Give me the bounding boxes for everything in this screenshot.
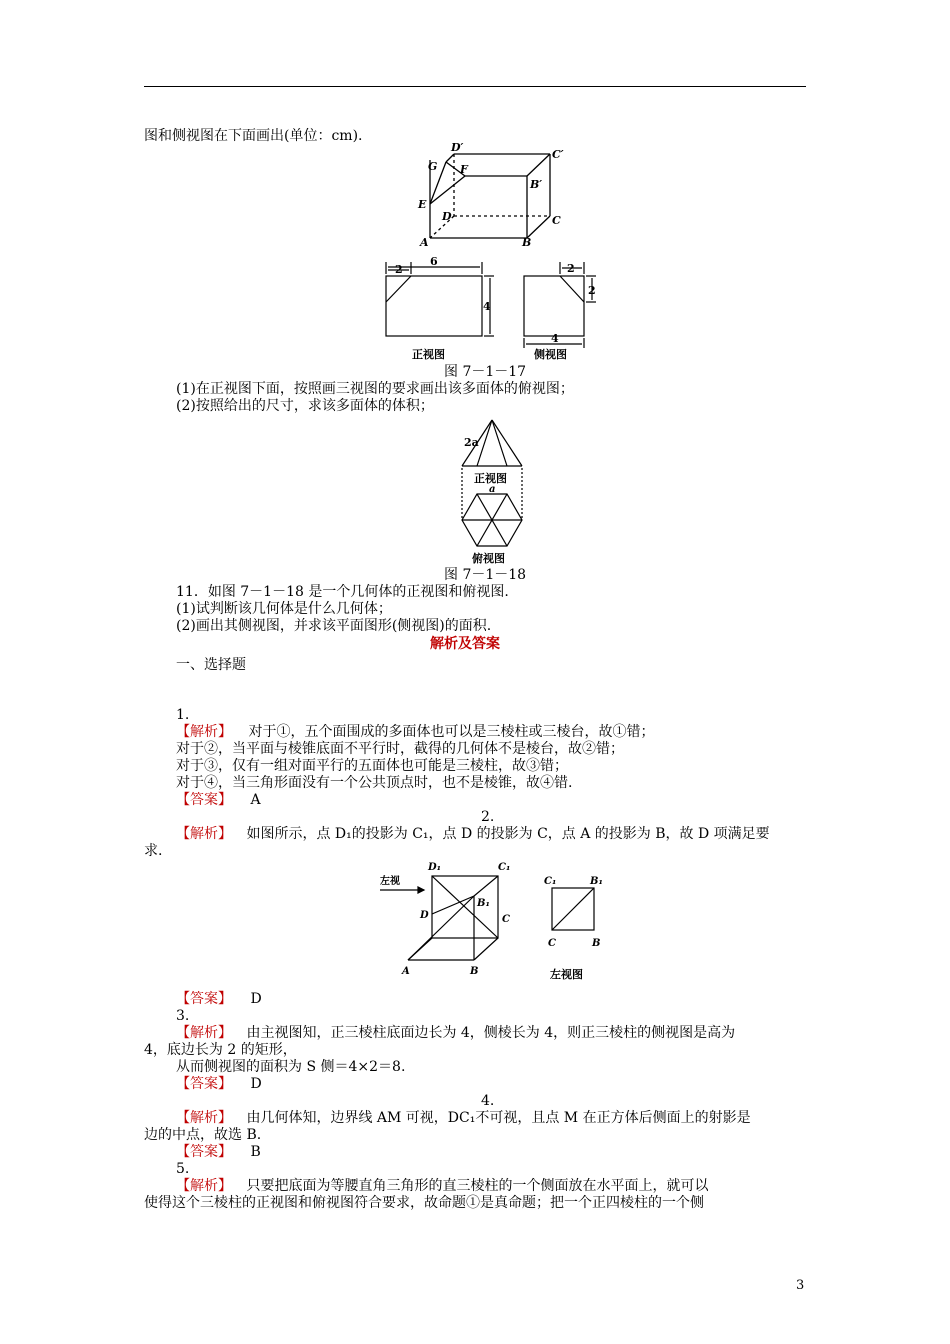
page-number: 3 (796, 1278, 805, 1293)
pyramid-figure (452, 416, 542, 566)
cube-projection-figure (374, 856, 644, 986)
a3-line1: 【解析】 由主视图知，正三棱柱底面边长为 4，侧棱长为 4，则正三棱柱的侧视图是高为 (176, 1025, 736, 1041)
a5-line1: 【解析】 只要把底面为等腰直角三角形的直三棱柱的一个侧面放在水平面上，就可以 (176, 1178, 709, 1194)
q11-part2: (2)画出其侧视图，并求该平面图形(侧视图)的面积. (176, 618, 492, 634)
label-Dp: D′ (451, 141, 464, 154)
front-caption: 正视图 (412, 348, 445, 361)
q10-part2: (2)按照给出的尺寸，求该多面体的体积； (176, 398, 434, 414)
label-D: D (442, 210, 452, 223)
label-C: C (552, 214, 561, 227)
label-G: G (428, 160, 438, 173)
dim-6: 6 (430, 255, 438, 268)
a5-num: 5. (176, 1161, 190, 1177)
a4-num: 4. (481, 1093, 495, 1109)
a1-line2: 对于②，当平面与棱锥底面不平行时，截得的几何体不是棱台，故②错； (176, 741, 624, 757)
a3-num: 3. (176, 1008, 190, 1024)
a5-line2: 使得这个三棱柱的正视图和俯视图符合要求，故命题①是真命题；把一个正四棱柱的一个侧 (144, 1195, 704, 1211)
fig-right-B1: B₁ (590, 876, 603, 887)
fig17-caption: 图 7－1－17 (444, 364, 527, 380)
section-title: 解析及答案 (430, 636, 500, 652)
a2-answer: 【答案】 D (176, 991, 262, 1007)
fig-B: B (470, 966, 479, 977)
side-dim-2b: 2 (588, 284, 596, 297)
a1-line1: 【解析】 对于①，五个面围成的多面体也可以是三棱柱或三棱台，故①错； (176, 724, 655, 740)
fig18-caption: 图 7－1－18 (444, 567, 527, 583)
label-A: A (420, 236, 429, 249)
a1-answer: 【答案】 A (176, 792, 261, 808)
fig-right-B: B (592, 938, 601, 949)
front-view-figure (378, 254, 498, 362)
intro-line: 图和侧视图在下面画出(单位：cm). (144, 128, 363, 144)
q10-part1: (1)在正视图下面，按照画三视图的要求画出该多面体的俯视图； (176, 381, 574, 397)
a3-line3: 从而侧视图的面积为 S 侧＝4×2＝8. (176, 1059, 406, 1075)
side-caption: 侧视图 (534, 348, 567, 361)
a1-line4: 对于④，当三角形面没有一个公共顶点时，也不是棱锥，故④错. (176, 775, 573, 791)
cuboid-figure (410, 140, 570, 252)
a3-line2: 4，底边长为 2 的矩形， (144, 1042, 297, 1058)
a2-line1: 【解析】 如图所示，点 D₁的投影为 C₁，点 D 的投影为 C，点 A 的投影为 B，故 D 项满足要 (176, 826, 770, 842)
fig-B1: B₁ (477, 898, 490, 909)
a4-line2: 边的中点，故选 B. (144, 1127, 262, 1143)
label-E: E (418, 198, 427, 211)
fig-C: C (502, 914, 510, 925)
label-2a: 2a (464, 436, 479, 449)
label-Cp: C′ (552, 148, 564, 161)
q11: 11．如图 7－1－18 是一个几何体的正视图和俯视图. (176, 584, 509, 600)
label-B: B (522, 236, 532, 249)
a4-line1: 【解析】 由几何体知，边界线 AM 可视，DC₁不可视，且点 M 在正方体后侧面上的射影是 (176, 1110, 751, 1126)
fig-C1: C₁ (498, 862, 511, 873)
q11-part1: (1)试判断该几何体是什么几何体； (176, 601, 392, 617)
left-view-arrow-label: 左视 (380, 876, 400, 887)
dim-2: 2 (395, 263, 403, 276)
left-view-caption: 左视图 (550, 968, 583, 981)
a1-tag-jiexi: 【解析】 (176, 724, 232, 740)
a1-line3: 对于③，仅有一组对面平行的五面体也可能是三棱柱，故③错； (176, 758, 568, 774)
fig-D: D (420, 910, 429, 921)
a4-answer: 【答案】 B (176, 1144, 261, 1160)
fig-D1: D₁ (428, 862, 442, 873)
a2-line2: 求. (144, 843, 163, 859)
side-view-figure (516, 254, 616, 362)
fig-right-C1: C₁ (544, 876, 557, 887)
side-dim-2a: 2 (567, 262, 575, 275)
header-rule (144, 86, 806, 87)
label-F: F (460, 163, 468, 176)
fig-right-C: C (548, 938, 556, 949)
label-a: a (489, 484, 496, 495)
fig-A: A (402, 966, 410, 977)
a3-answer: 【答案】 D (176, 1076, 262, 1092)
fig18-top-caption: 俯视图 (472, 552, 505, 565)
part-title: 一、选择题 (176, 657, 246, 673)
side-dim-4: 4 (551, 332, 559, 345)
a2-num: 2. (481, 809, 495, 825)
label-Bp: B′ (530, 178, 543, 191)
a1-num: 1. (176, 707, 190, 723)
dim-4: 4 (483, 300, 491, 313)
fig18-front-caption: 正视图 (474, 472, 507, 485)
